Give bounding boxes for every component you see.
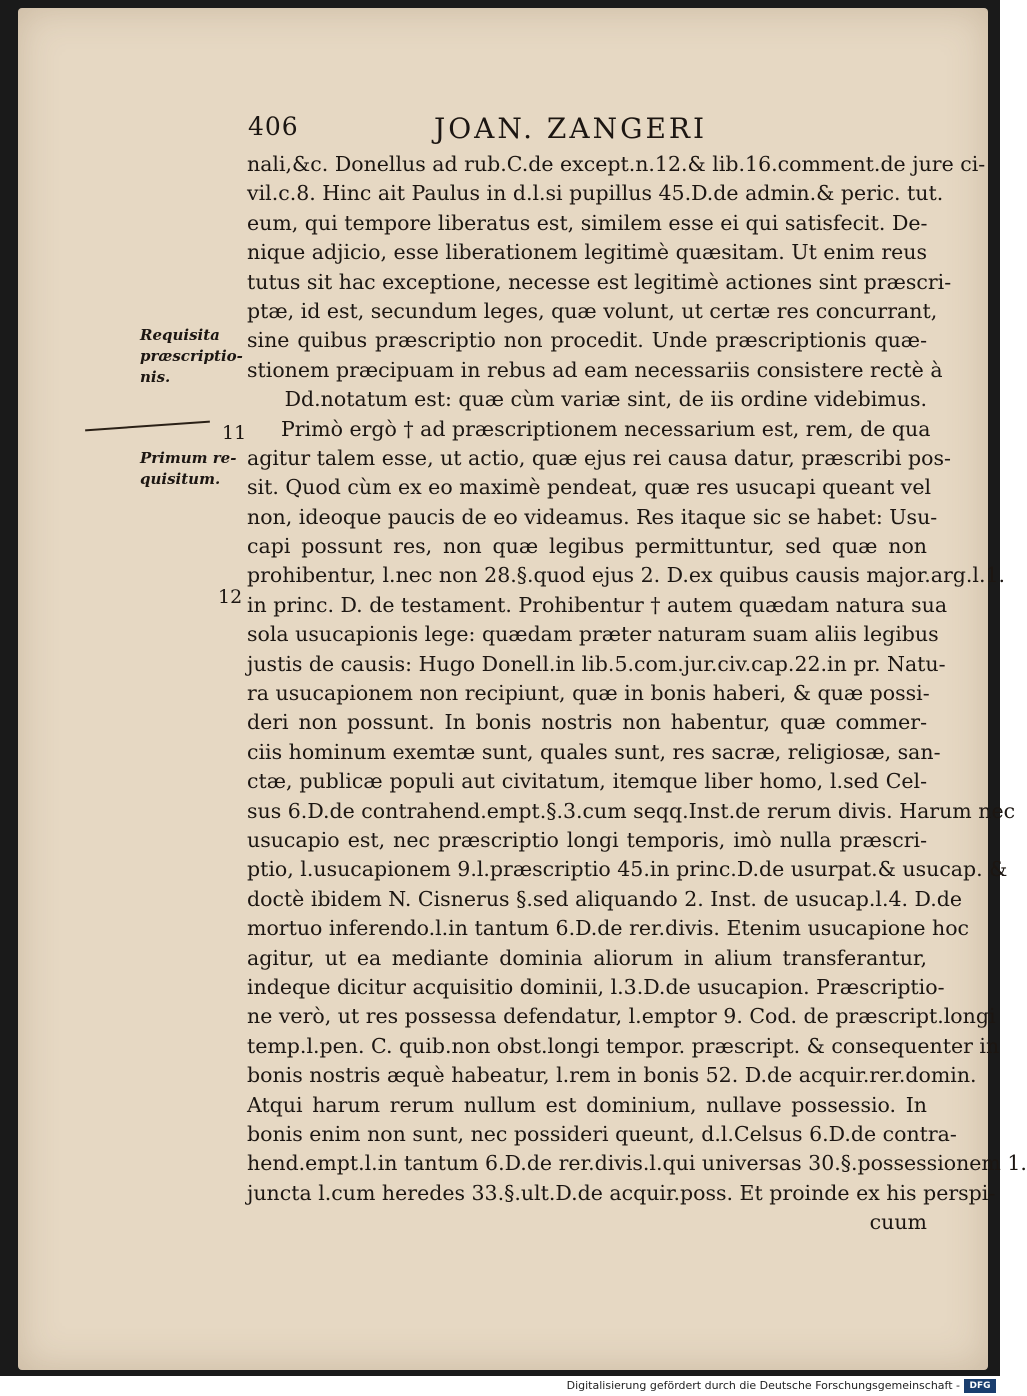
page-number: 406 (248, 112, 299, 141)
text-line: doctè ibidem N. Cisnerus §.sed aliquando 2. Inst. de usucap.l.4. D.de (247, 886, 963, 911)
text-line: prohibentur, l.nec non 28.§.quod ejus 2. D.ex quibus causis major.arg.l.1. (247, 563, 1006, 588)
text-line: agitur, ut ea mediante dominia aliorum in alium transferantur, (247, 945, 927, 970)
text-line: ne verò, ut res possessa defendatur, l.emptor 9. Cod. de præscript.longi (247, 1004, 996, 1029)
text-line: mortuo inferendo.l.in tantum 6.D.de rer.divis. Etenim usucapione hoc (247, 916, 970, 941)
text-line: usucapio est, nec præscriptio longi temporis, imò nulla præscri- (247, 827, 927, 852)
text-line: Atqui harum rerum nullum est dominium, nullave possessio. In (247, 1092, 927, 1117)
text-line: vil.c.8. Hinc ait Paulus in d.l.si pupillus 45.D.de admin.& peric. tut. (247, 181, 944, 206)
text-line: sola usucapionis lege: quædam præter naturam suam aliis legibus (247, 622, 939, 647)
margin-note-line: quisitum. (140, 470, 221, 488)
text-line: tutus sit hac exceptione, necesse est legitimè actiones sint præscri- (247, 269, 952, 294)
text-line: hend.empt.l.in tantum 6.D.de rer.divis.l.qui universas 30.§.possessionem 1. (247, 1151, 1027, 1176)
running-head: JOAN. ZANGERI (434, 112, 708, 145)
text-line: non, ideoque paucis de eo videamus. Res itaque sic se habet: Usu- (247, 504, 938, 529)
text-line: ra usucapionem non recipiunt, quæ in bonis haberi, & quæ possi- (247, 681, 930, 706)
text-line: justis de causis: Hugo Donell.in lib.5.com.jur.civ.cap.22.in pr. Natu- (247, 651, 946, 676)
margin-note-requisita (140, 325, 243, 388)
dfg-logo: DFG (964, 1379, 996, 1393)
text-line: deri non possunt. In bonis nostris non habentur, quæ commer- (247, 710, 927, 735)
margin-number-12: 12 (218, 586, 243, 608)
text-line: Dd.notatum est: quæ cùm variæ sint, de iis ordine videbimus. (284, 387, 927, 412)
text-line: ptio, l.usucapionem 9.l.præscriptio 45.in princ.D.de usurpat.& usucap. & (247, 857, 1008, 882)
text-line: sus 6.D.de contrahend.empt.§.3.cum seqq.Inst.de rerum divis. Harum nec (247, 798, 1016, 823)
text-line: ptæ, id est, secundum leges, quæ volunt, ut certæ res concurrant, (247, 298, 938, 323)
text-line: Primò ergò † ad præscriptionem necessarium est, rem, de qua (281, 416, 931, 441)
text-line: ciis hominum exemtæ sunt, quales sunt, res sacræ, religiosæ, san- (247, 739, 941, 764)
catchword: cuum (869, 1210, 927, 1235)
text-line: temp.l.pen. C. quib.non obst.longi tempor. præscript. & consequenter in (247, 1033, 1000, 1058)
text-line: capi possunt res, non quæ legibus permittuntur, sed quæ non (247, 534, 927, 559)
text-line: juncta l.cum heredes 33.§.ult.D.de acquir.poss. Et proinde ex his perspi- (247, 1180, 996, 1205)
text-line: agitur talem esse, ut actio, quæ ejus rei causa datur, præscribi pos- (247, 445, 951, 470)
margin-note-line: præscriptio- (140, 347, 243, 365)
margin-number-11: 11 (222, 422, 247, 444)
funding-credit: Digitalisierung gefördert durch die Deutsche Forschungsgemeinschaft - (566, 1379, 960, 1392)
text-line: in princ. D. de testament. Prohibentur † autem quædam natura sua (247, 592, 948, 617)
main-text-block (247, 150, 1027, 1237)
text-line: stionem præcipuam in rebus ad eam necessariis consistere rectè à (247, 357, 943, 382)
text-line: bonis enim non sunt, nec possideri queunt, d.l.Celsus 6.D.de contra- (247, 1121, 957, 1146)
text-line: sit. Quod cùm ex eo maximè pendeat, quæ res usucapi queant vel (247, 475, 932, 500)
page-header (248, 112, 938, 152)
text-line: sine quibus præscriptio non procedit. Unde præscriptionis quæ- (247, 328, 927, 353)
text-line: eum, qui tempore liberatus est, similem esse ei qui satisfecit. De- (247, 210, 928, 235)
margin-note-line: Requisita (140, 326, 220, 344)
footer-bar (0, 1376, 1000, 1396)
margin-note-line: nis. (140, 368, 171, 386)
margin-note-primum (140, 448, 236, 490)
text-line: bonis nostris æquè habeatur, l.rem in bonis 52. D.de acquir.rer.domin. (247, 1063, 977, 1088)
text-line: nali,&c. Donellus ad rub.C.de except.n.12.& lib.16.comment.de jure ci- (247, 152, 986, 176)
text-line: ctæ, publicæ populi aut civitatum, itemque liber homo, l.sed Cel- (247, 769, 927, 794)
text-line: nique adjicio, esse liberationem legitimè quæsitam. Ut enim reus (247, 240, 927, 265)
text-line: indeque dicitur acquisitio dominii, l.3.D.de usucapion. Præscriptio- (247, 974, 945, 999)
margin-note-line: Primum re- (140, 449, 237, 467)
